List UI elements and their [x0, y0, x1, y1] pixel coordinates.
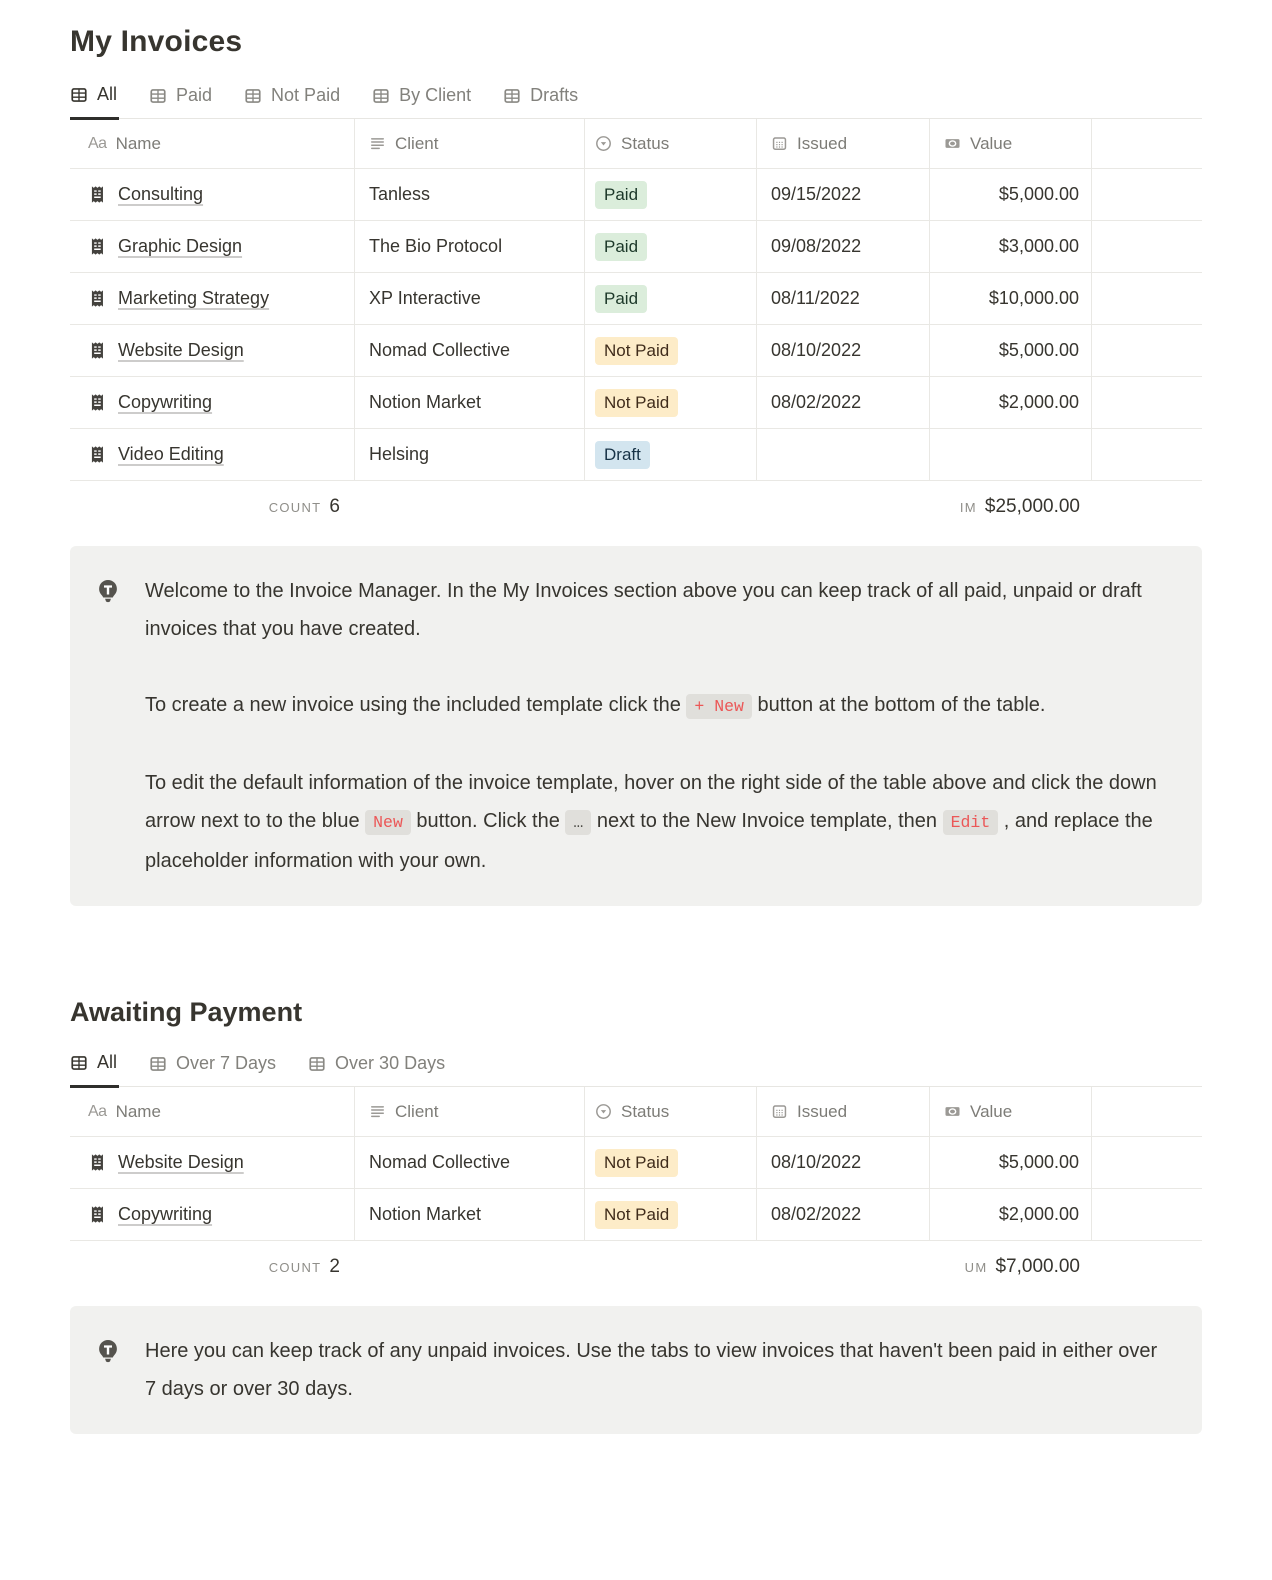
column-label: Value [970, 133, 1013, 153]
cell-value[interactable] [930, 169, 1092, 220]
receipt-icon [88, 185, 107, 204]
text-run: To edit the default information of the invoice template, hover on the right side of the table above and click the down arrow next to to the blue [145, 772, 1163, 832]
cell-value[interactable] [930, 221, 1092, 272]
page-title: My Invoices [70, 25, 243, 58]
cell-value[interactable] [930, 377, 1092, 428]
issued-date: 08/02/2022 [771, 392, 862, 412]
client-text: Notion Market [369, 1204, 482, 1224]
tab-label: All [97, 1052, 118, 1072]
status-badge: Not Paid [595, 389, 678, 417]
calendar-icon [771, 135, 788, 152]
cell-empty [1092, 273, 1202, 324]
issued-date: 08/11/2022 [771, 288, 860, 308]
client-text: Nomad Collective [369, 340, 511, 360]
new-button-chip: + New [686, 694, 752, 719]
column-header-status[interactable] [585, 1087, 757, 1136]
status-badge: Not Paid [595, 1201, 678, 1229]
ellipsis-chip: … [565, 810, 591, 835]
value-amount: $5,000.00 [998, 184, 1079, 204]
cell-status[interactable] [585, 169, 757, 220]
status-badge: Paid [595, 233, 647, 261]
column-header-empty[interactable] [1092, 119, 1202, 168]
column-label: Issued [797, 1101, 848, 1121]
column-label: Name [115, 1101, 161, 1121]
my-invoices-view-tabs [70, 84, 1202, 119]
column-label: Issued [797, 133, 848, 153]
issued-date: 08/10/2022 [771, 340, 862, 360]
select-property-icon [595, 135, 612, 152]
column-label: Client [395, 133, 439, 153]
invoice-page-link[interactable]: Website Design [118, 1152, 244, 1172]
calendar-icon [771, 1103, 788, 1120]
cell-client[interactable] [355, 377, 585, 428]
text-run: Welcome to the Invoice Manager. In the My Invoices section above you can keep track of all paid, unpaid or draft invoices that you have created. [145, 580, 1148, 640]
status-badge: Not Paid [595, 337, 678, 365]
cell-status[interactable] [585, 273, 757, 324]
callout-paragraph [145, 686, 1164, 726]
cell-value[interactable] [930, 1189, 1092, 1240]
callout-paragraph [145, 1332, 1164, 1408]
receipt-icon [88, 289, 107, 308]
column-label: Status [621, 133, 670, 153]
cell-client[interactable] [355, 429, 585, 480]
cash-icon [944, 135, 961, 152]
cell-empty [1092, 377, 1202, 428]
status-badge: Draft [595, 441, 650, 469]
cell-client[interactable] [355, 325, 585, 376]
cell-empty [1092, 325, 1202, 376]
cell-name[interactable] [70, 429, 355, 480]
count-value: 6 [329, 496, 340, 517]
my-invoices-table [70, 119, 1202, 533]
client-text: Nomad Collective [369, 1152, 511, 1172]
issued-date: 09/15/2022 [771, 184, 862, 204]
cash-icon [944, 1103, 961, 1120]
count-value: 2 [329, 1256, 340, 1277]
select-property-icon [595, 1103, 612, 1120]
receipt-icon [88, 1153, 107, 1172]
client-text: The Bio Protocol [369, 236, 503, 256]
receipt-icon [88, 237, 107, 256]
welcome-callout [70, 546, 1202, 906]
cell-name[interactable] [70, 221, 355, 272]
lightbulb-icon [95, 1338, 121, 1364]
table-view-icon [70, 86, 88, 104]
cell-issued[interactable] [757, 169, 930, 220]
column-header-client[interactable] [355, 119, 585, 168]
column-header-issued[interactable] [757, 1087, 930, 1136]
table-row[interactable] [70, 221, 1202, 273]
tab-label: Drafts [530, 85, 579, 105]
issued-date: 08/02/2022 [771, 1204, 862, 1224]
callout-text [145, 572, 1164, 880]
value-amount: $5,000.00 [998, 1152, 1079, 1172]
column-header-value[interactable] [930, 119, 1092, 168]
cell-issued[interactable] [757, 1137, 930, 1188]
cell-empty [1092, 169, 1202, 220]
tab-all[interactable] [70, 1052, 119, 1088]
tab-label: By Client [399, 85, 472, 105]
cell-name[interactable] [70, 169, 355, 220]
text-run: button. Click the [410, 810, 566, 832]
tab-not-paid[interactable] [244, 85, 342, 118]
cell-status[interactable] [585, 221, 757, 272]
value-amount: $2,000.00 [998, 392, 1079, 412]
cell-name[interactable] [70, 1137, 355, 1188]
callout-paragraph [145, 572, 1164, 648]
table-view-icon [244, 87, 262, 105]
tab-over-7-days[interactable] [149, 1053, 278, 1086]
text-property-icon: Aa [88, 1102, 107, 1120]
cell-value[interactable] [930, 429, 1092, 480]
cell-empty [1092, 1189, 1202, 1240]
issued-date: 09/08/2022 [771, 236, 862, 256]
receipt-icon [88, 393, 107, 412]
cell-empty [1092, 1137, 1202, 1188]
cell-issued[interactable] [757, 221, 930, 272]
invoice-manager-page [0, 22, 1272, 1434]
receipt-icon [88, 1205, 107, 1224]
value-amount: $2,000.00 [998, 1204, 1079, 1224]
text-run: Here you can keep track of any unpaid invoices. Use the tabs to view invoices that haven't been paid in either over 7 days or over 30 days. [145, 1340, 1163, 1400]
column-header-issued[interactable] [757, 119, 930, 168]
column-header-value[interactable] [930, 1087, 1092, 1136]
cell-client[interactable] [355, 1137, 585, 1188]
column-label: Client [395, 1101, 439, 1121]
awaiting-payment-callout [70, 1306, 1202, 1434]
tab-label: Paid [176, 85, 213, 105]
column-header-client[interactable] [355, 1087, 585, 1136]
table-calculation-row [70, 481, 1202, 533]
table-row[interactable] [70, 1137, 1202, 1189]
table-row[interactable] [70, 169, 1202, 221]
table-row[interactable] [70, 325, 1202, 377]
invoice-page-link[interactable]: Consulting [118, 184, 204, 204]
cell-status[interactable] [585, 1137, 757, 1188]
sum-label: IM [959, 500, 977, 515]
tab-by-client[interactable] [372, 85, 473, 118]
column-header-status[interactable] [585, 119, 757, 168]
lightbulb-icon [95, 578, 121, 604]
cell-client[interactable] [355, 221, 585, 272]
cell-status[interactable] [585, 325, 757, 376]
cell-empty [1092, 221, 1202, 272]
text-property-icon: Aa [88, 134, 107, 152]
count-label: COUNT [268, 500, 322, 515]
table-view-icon [503, 87, 521, 105]
invoice-page-link[interactable]: Copywriting [118, 392, 213, 412]
sum-value: $7,000.00 [995, 1256, 1080, 1277]
cell-name[interactable] [70, 377, 355, 428]
callout-paragraph [145, 764, 1164, 880]
tab-paid[interactable] [149, 85, 214, 118]
invoice-page-link[interactable]: Graphic Design [118, 236, 243, 256]
table-view-icon [149, 87, 167, 105]
table-row[interactable] [70, 1189, 1202, 1241]
section-title: Awaiting Payment [70, 997, 303, 1027]
column-label: Name [115, 133, 161, 153]
status-badge: Not Paid [595, 1149, 678, 1177]
sum-value: $25,000.00 [984, 496, 1080, 517]
tab-all[interactable] [70, 84, 119, 120]
sum-calculation[interactable] [930, 1256, 1092, 1278]
invoice-page-link[interactable]: Marketing Strategy [118, 288, 270, 308]
client-text: XP Interactive [369, 288, 481, 308]
column-label: Status [621, 1101, 670, 1121]
cell-name[interactable] [70, 1189, 355, 1240]
callout-text [145, 1332, 1164, 1408]
status-badge: Paid [595, 285, 647, 313]
issued-date: 08/10/2022 [771, 1152, 862, 1172]
column-label: Value [970, 1101, 1013, 1121]
new-button-chip: New [365, 810, 411, 835]
client-text: Notion Market [369, 392, 482, 412]
invoice-page-link[interactable]: Copywriting [118, 1204, 213, 1224]
sum-label: UM [964, 1260, 988, 1275]
cell-value[interactable] [930, 273, 1092, 324]
count-label: COUNT [268, 1260, 322, 1275]
tab-drafts[interactable] [503, 85, 580, 118]
text-run: To create a new invoice using the included template click the [145, 694, 687, 716]
cell-issued[interactable] [757, 429, 930, 480]
status-badge: Paid [595, 181, 647, 209]
cell-client[interactable] [355, 169, 585, 220]
cell-issued[interactable] [757, 1189, 930, 1240]
cell-status[interactable] [585, 377, 757, 428]
tab-label: Not Paid [271, 85, 341, 105]
column-header-empty[interactable] [1092, 1087, 1202, 1136]
cell-issued[interactable] [757, 377, 930, 428]
text-run: next to the New Invoice template, then [591, 810, 943, 832]
value-amount: $10,000.00 [988, 288, 1079, 308]
cell-value[interactable] [930, 1137, 1092, 1188]
tab-label: Over 7 Days [176, 1053, 277, 1073]
invoice-page-link[interactable]: Website Design [118, 340, 244, 360]
cell-status[interactable] [585, 429, 757, 480]
table-header-row [70, 1087, 1202, 1137]
text-lines-icon [369, 135, 386, 152]
sum-calculation[interactable] [930, 496, 1092, 518]
cell-client[interactable] [355, 273, 585, 324]
awaiting-payment-view-tabs [70, 1052, 1202, 1087]
tab-label: All [97, 84, 118, 104]
table-view-icon [70, 1054, 88, 1072]
count-calculation[interactable] [70, 1256, 355, 1278]
invoice-page-link[interactable]: Video Editing [118, 444, 224, 464]
value-amount: $5,000.00 [998, 340, 1079, 360]
column-header-name[interactable] [70, 119, 355, 168]
table-view-icon [372, 87, 390, 105]
text-run: , and replace the placeholder information with your own. [145, 810, 1159, 872]
table-row[interactable] [70, 377, 1202, 429]
cell-name[interactable] [70, 325, 355, 376]
awaiting-payment-table [70, 1087, 1202, 1293]
value-amount: $3,000.00 [998, 236, 1079, 256]
client-text: Tanless [369, 184, 431, 204]
table-calculation-row [70, 1241, 1202, 1293]
cell-issued[interactable] [757, 273, 930, 324]
text-lines-icon [369, 1103, 386, 1120]
text-run: button at the bottom of the table. [751, 694, 1046, 716]
edit-chip: Edit [943, 810, 999, 835]
cell-client[interactable] [355, 1189, 585, 1240]
cell-name[interactable] [70, 273, 355, 324]
client-text: Helsing [369, 444, 430, 464]
receipt-icon [88, 445, 107, 464]
column-header-name[interactable] [70, 1087, 355, 1136]
tab-over-30-days[interactable] [308, 1053, 447, 1086]
cell-empty [1092, 429, 1202, 480]
table-view-icon [149, 1055, 167, 1073]
table-view-icon [308, 1055, 326, 1073]
cell-value[interactable] [930, 325, 1092, 376]
table-header-row [70, 119, 1202, 169]
cell-status[interactable] [585, 1189, 757, 1240]
tab-label: Over 30 Days [335, 1053, 446, 1073]
receipt-icon [88, 341, 107, 360]
table-row[interactable] [70, 273, 1202, 325]
cell-issued[interactable] [757, 325, 930, 376]
table-row[interactable] [70, 429, 1202, 481]
count-calculation[interactable] [70, 496, 355, 518]
